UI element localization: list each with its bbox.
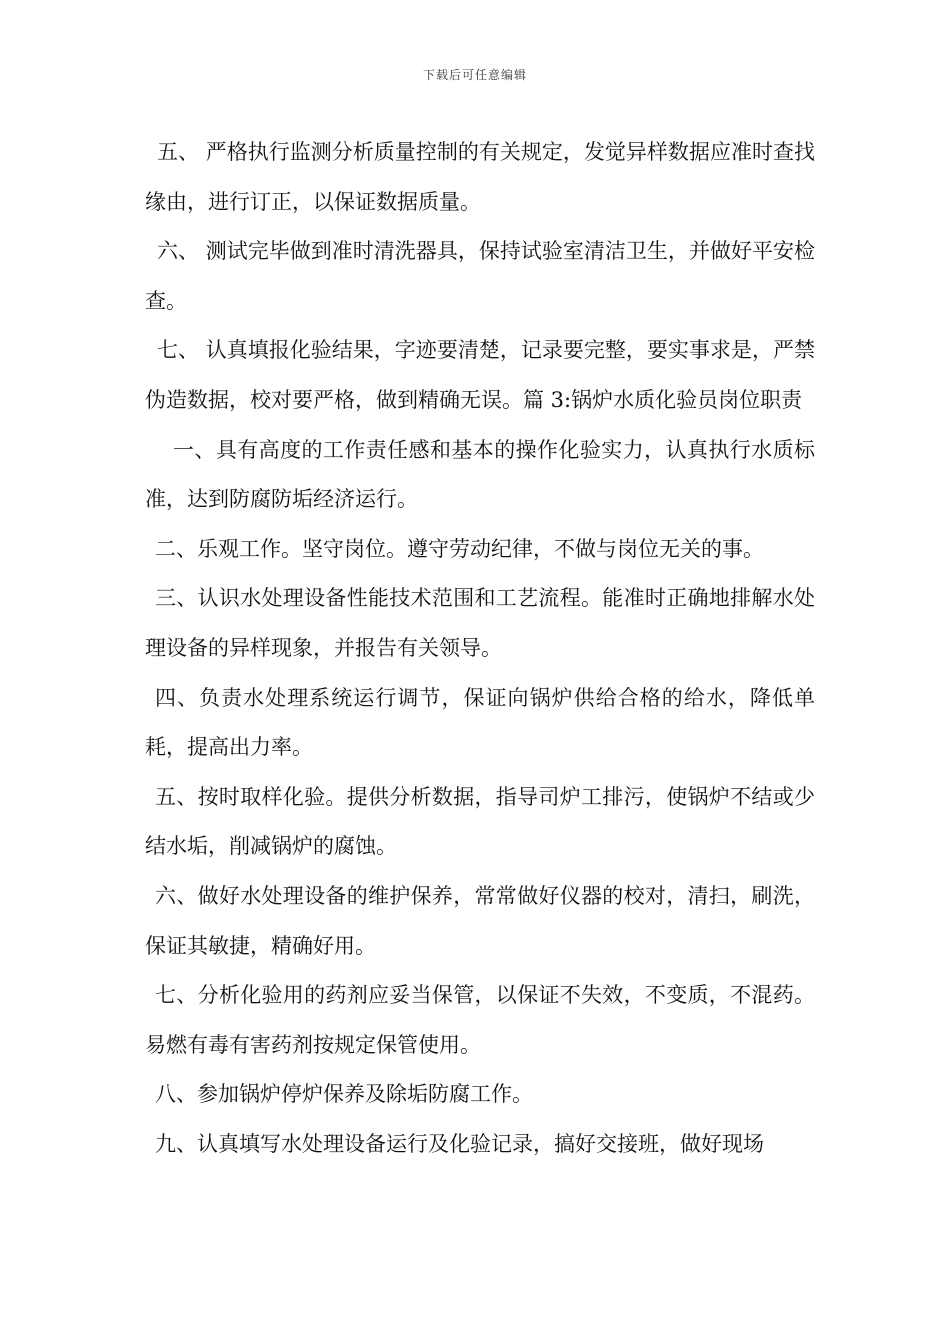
document-body xyxy=(145,128,815,1169)
paragraph-1: 五、 严格执行监测分析质量控制的有关规定，发觉异样数据应准时查找缘由，进行订正，以保证数据质量。 xyxy=(145,140,815,214)
paragraph-3: 七、 认真填报化验结果，字迹要清楚，记录要完整，要实事求是，严禁伪造数据，校对要严格，做到精确无误。篇 3:锅炉水质化验员岗位职责 xyxy=(145,338,815,412)
paragraph-6: 三、认识水处理设备性能技术范围和工艺流程。能准时正确地排解水处理设备的异样现象，并报告有关领导。 xyxy=(145,586,815,660)
paragraph-11: 八、参加锅炉停炉保养及除垢防腐工作。 xyxy=(155,1082,533,1107)
paragraph-7: 四、负责水处理系统运行调节，保证向锅炉供给合格的给水，降低单耗，提高出力率。 xyxy=(145,685,815,760)
paragraph-12: 九、认真填写水处理设备运行及化验记录，搞好交接班，做好现场 xyxy=(155,1131,764,1156)
paragraph-2: 六、 测试完毕做到准时清洗器具，保持试验室清洁卫生，并做好平安检查。 xyxy=(145,239,815,313)
paragraph-5: 二、乐观工作。坚守岗位。遵守劳动纪律，不做与岗位无关的事。 xyxy=(155,536,764,561)
paragraph-8: 五、按时取样化验。提供分析数据，指导司炉工排污，使锅炉不结或少结水垢，削减锅炉的腐蚀。 xyxy=(145,784,815,859)
header-note: 下载后可任意编辑 xyxy=(422,68,527,82)
paragraph-9: 六、做好水处理设备的维护保养，常常做好仪器的校对，清扫，刷洗，保证其敏捷，精确好用。 xyxy=(145,883,815,958)
paragraph-4: 一、具有高度的工作责任感和基本的操作化验实力，认真执行水质标准，达到防腐防垢经济运行。 xyxy=(145,437,815,512)
paragraph-10: 七、分析化验用的药剂应妥当保管，以保证不失效，不变质，不混药。易燃有毒有害药剂按规定保管使用。 xyxy=(145,983,815,1057)
